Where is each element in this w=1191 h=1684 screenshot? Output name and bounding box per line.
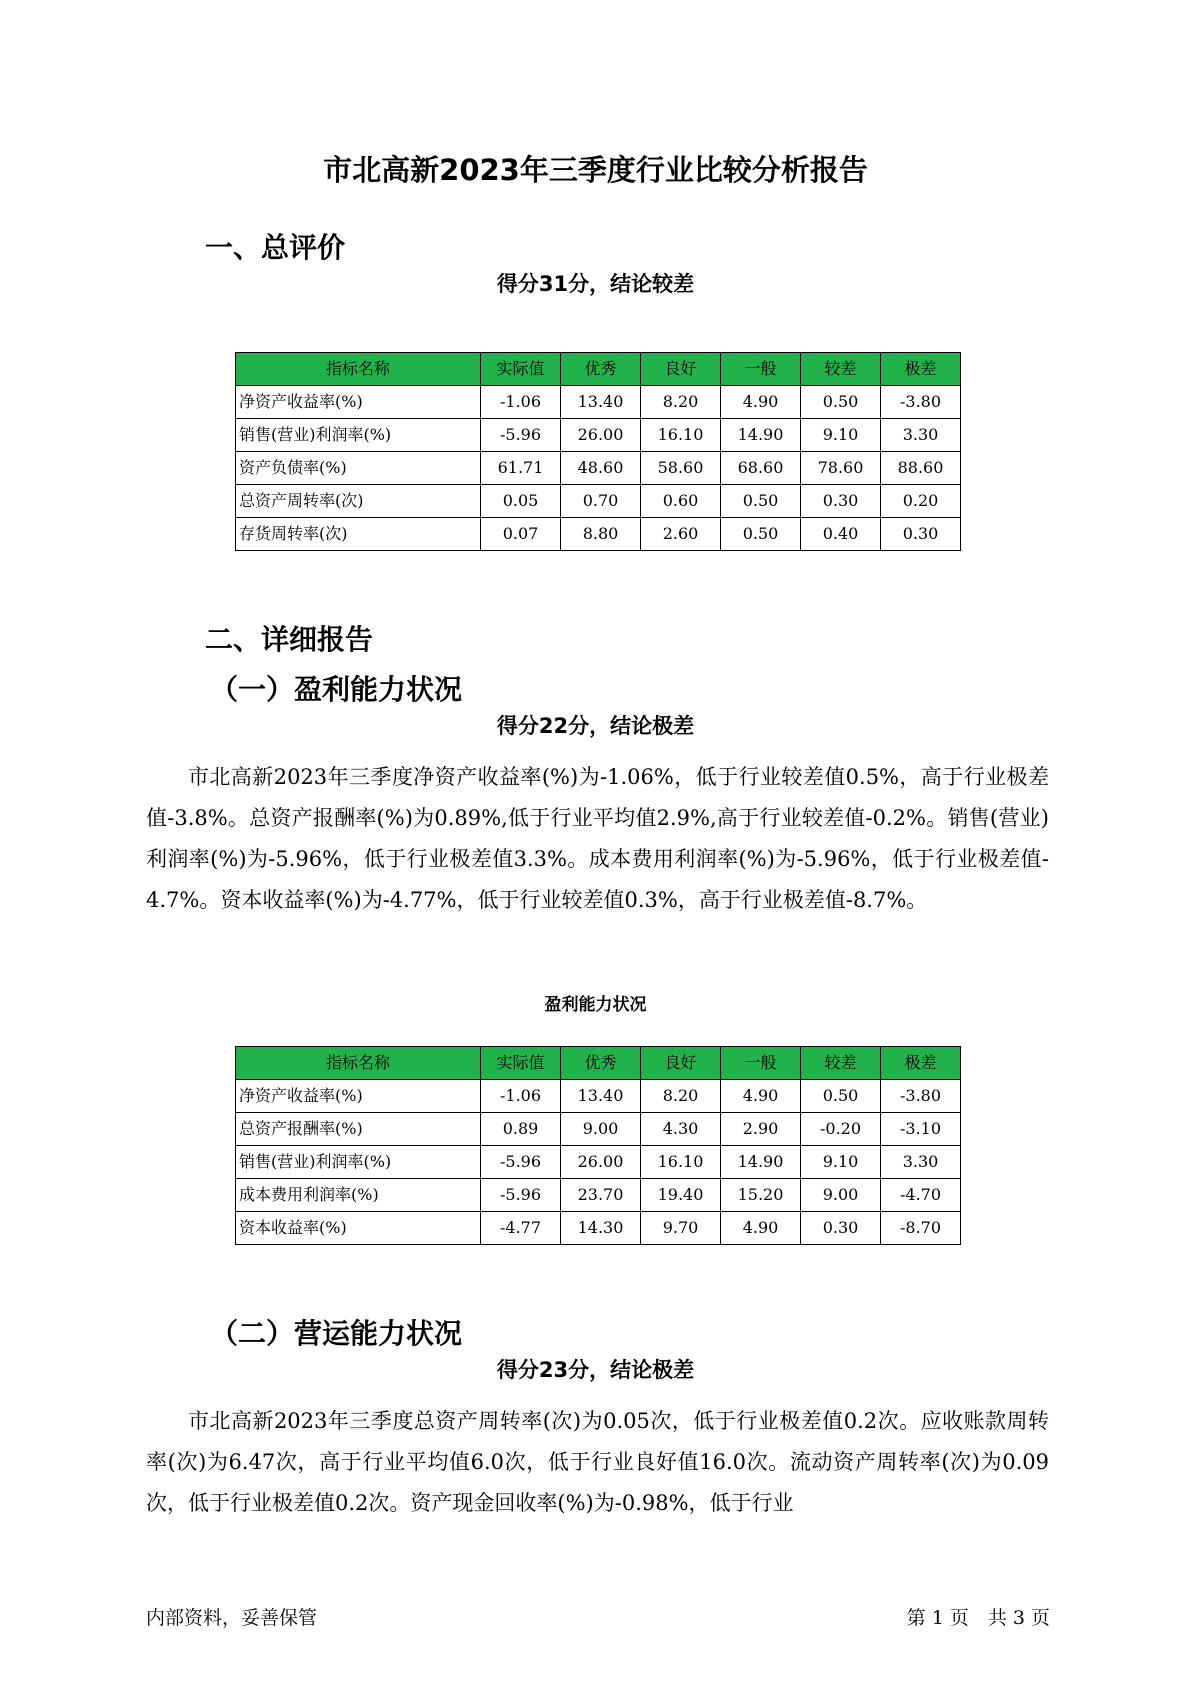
indicator-value-cell: 8.20 xyxy=(641,1080,721,1113)
indicator-value-cell: 16.10 xyxy=(641,419,721,452)
indicator-value-cell: 14.90 xyxy=(721,1146,801,1179)
indicator-value-cell: 9.70 xyxy=(641,1212,721,1245)
indicator-value-cell: 23.70 xyxy=(561,1179,641,1212)
indicator-value-cell: -1.06 xyxy=(481,386,561,419)
table-row xyxy=(236,485,961,518)
operation-score: 得分23分，结论极差 xyxy=(496,1358,695,1382)
indicator-name-cell: 存货周转率(次) xyxy=(236,518,481,551)
table-row xyxy=(236,386,961,419)
indicator-value-cell: 9.10 xyxy=(801,419,881,452)
indicator-value-cell: 0.70 xyxy=(561,485,641,518)
table-header-cell: 优秀 xyxy=(561,1047,641,1080)
indicator-value-cell: 2.60 xyxy=(641,518,721,551)
table-row xyxy=(236,1212,961,1245)
indicator-value-cell: 0.07 xyxy=(481,518,561,551)
indicator-value-cell: 3.30 xyxy=(881,419,961,452)
indicator-value-cell: 4.90 xyxy=(721,386,801,419)
subsection-heading-profitability: （一）盈利能力状况 xyxy=(210,673,463,706)
indicator-value-cell: -1.06 xyxy=(481,1080,561,1113)
indicator-value-cell: 4.30 xyxy=(641,1113,721,1146)
indicator-value-cell: -3.80 xyxy=(881,1080,961,1113)
footer-confidential-note: 内部资料，妥善保管 xyxy=(146,1607,318,1629)
indicator-value-cell: 88.60 xyxy=(881,452,961,485)
indicator-value-cell: 0.05 xyxy=(481,485,561,518)
subsection-heading-operation: （二）营运能力状况 xyxy=(210,1317,463,1350)
overall-score: 得分31分，结论较差 xyxy=(496,272,695,296)
table-header-cell: 一般 xyxy=(721,353,801,386)
table-header-cell: 良好 xyxy=(641,1047,721,1080)
indicator-name-cell: 成本费用利润率(%) xyxy=(236,1179,481,1212)
indicator-name-cell: 销售(营业)利润率(%) xyxy=(236,419,481,452)
table-header-row xyxy=(236,353,961,386)
indicator-name-cell: 销售(营业)利润率(%) xyxy=(236,1146,481,1179)
indicator-value-cell: -5.96 xyxy=(481,1179,561,1212)
footer-page-number: 第 1 页 共 3 页 xyxy=(906,1607,1050,1629)
indicator-value-cell: 2.90 xyxy=(721,1113,801,1146)
indicator-value-cell: 26.00 xyxy=(561,1146,641,1179)
section-heading-detail: 二、详细报告 xyxy=(205,623,374,656)
indicator-value-cell: 9.00 xyxy=(561,1113,641,1146)
indicator-value-cell: -8.70 xyxy=(881,1212,961,1245)
indicator-value-cell: 0.89 xyxy=(481,1113,561,1146)
table-header-cell: 一般 xyxy=(721,1047,801,1080)
indicator-value-cell: 0.30 xyxy=(801,1212,881,1245)
indicator-value-cell: 0.50 xyxy=(721,518,801,551)
table-row xyxy=(236,419,961,452)
indicator-value-cell: 0.30 xyxy=(881,518,961,551)
indicator-value-cell: 26.00 xyxy=(561,419,641,452)
indicator-value-cell: 0.30 xyxy=(801,485,881,518)
indicator-value-cell: -3.80 xyxy=(881,386,961,419)
indicator-value-cell: 9.10 xyxy=(801,1146,881,1179)
indicator-value-cell: 0.50 xyxy=(721,485,801,518)
table-header-cell: 良好 xyxy=(641,353,721,386)
table-row xyxy=(236,1113,961,1146)
indicator-value-cell: 14.90 xyxy=(721,419,801,452)
indicator-name-cell: 净资产收益率(%) xyxy=(236,1080,481,1113)
indicator-value-cell: 14.30 xyxy=(561,1212,641,1245)
table-row xyxy=(236,452,961,485)
indicator-value-cell: 4.90 xyxy=(721,1080,801,1113)
indicator-value-cell: 48.60 xyxy=(561,452,641,485)
profitability-score: 得分22分，结论极差 xyxy=(496,714,695,738)
table-header-cell: 极差 xyxy=(881,353,961,386)
table-header-cell: 指标名称 xyxy=(236,1047,481,1080)
indicator-value-cell: 68.60 xyxy=(721,452,801,485)
table-header-cell: 实际值 xyxy=(481,1047,561,1080)
indicator-name-cell: 净资产收益率(%) xyxy=(236,386,481,419)
indicator-value-cell: -0.20 xyxy=(801,1113,881,1146)
table-header-cell: 极差 xyxy=(881,1047,961,1080)
indicator-value-cell: 19.40 xyxy=(641,1179,721,1212)
table-header-cell: 优秀 xyxy=(561,353,641,386)
operation-paragraph: 市北高新2023年三季度总资产周转率(次)为0.05次，低于行业极差值0.2次。应收账款周转率(次)为6.47次，高于行业平均值6.0次，低于行业良好值16.0次。流动资产周转率(次)为0.09次，低于行业极差值0.2次。资产现金回收率(%)为-0.98%，低于行业 xyxy=(146,1409,1049,1515)
table-row xyxy=(236,1179,961,1212)
indicator-value-cell: 13.40 xyxy=(561,1080,641,1113)
indicator-name-cell: 资本收益率(%) xyxy=(236,1212,481,1245)
indicator-value-cell: 58.60 xyxy=(641,452,721,485)
overall-indicator-table xyxy=(235,352,961,551)
table-header-cell: 实际值 xyxy=(481,353,561,386)
indicator-value-cell: 0.60 xyxy=(641,485,721,518)
indicator-value-cell: -4.70 xyxy=(881,1179,961,1212)
profitability-paragraph: 市北高新2023年三季度净资产收益率(%)为-1.06%，低于行业较差值0.5%，高于行业极差值-3.8%。总资产报酬率(%)为0.89%,低于行业平均值2.9%,高于行业较差值-0.2%。销售(营业)利润率(%)为-5.96%，低于行业极差值3.3%。成本费用利润率(%)为-5.96%，低于行业极差值-4.7%。资本收益率(%)为-4.77%，低于行业较差值0.3%，高于行业极差值-8.7%。 xyxy=(146,765,1049,912)
indicator-value-cell: 13.40 xyxy=(561,386,641,419)
indicator-value-cell: -4.77 xyxy=(481,1212,561,1245)
section-heading-overall: 一、总评价 xyxy=(205,231,346,264)
indicator-value-cell: 0.50 xyxy=(801,1080,881,1113)
table-header-cell: 较差 xyxy=(801,1047,881,1080)
indicator-name-cell: 总资产周转率(次) xyxy=(236,485,481,518)
profitability-indicator-table xyxy=(235,1046,961,1245)
table-row xyxy=(236,1080,961,1113)
table-header-cell: 指标名称 xyxy=(236,353,481,386)
indicator-value-cell: -5.96 xyxy=(481,1146,561,1179)
table-row xyxy=(236,518,961,551)
indicator-value-cell: -3.10 xyxy=(881,1113,961,1146)
indicator-value-cell: 78.60 xyxy=(801,452,881,485)
indicator-name-cell: 资产负债率(%) xyxy=(236,452,481,485)
table-header-row xyxy=(236,1047,961,1080)
indicator-value-cell: 0.20 xyxy=(881,485,961,518)
indicator-name-cell: 总资产报酬率(%) xyxy=(236,1113,481,1146)
indicator-value-cell: 0.40 xyxy=(801,518,881,551)
table-header-cell: 较差 xyxy=(801,353,881,386)
indicator-value-cell: 4.90 xyxy=(721,1212,801,1245)
indicator-value-cell: 61.71 xyxy=(481,452,561,485)
indicator-value-cell: 8.20 xyxy=(641,386,721,419)
indicator-value-cell: 0.50 xyxy=(801,386,881,419)
indicator-value-cell: -5.96 xyxy=(481,419,561,452)
indicator-value-cell: 16.10 xyxy=(641,1146,721,1179)
indicator-value-cell: 3.30 xyxy=(881,1146,961,1179)
indicator-value-cell: 9.00 xyxy=(801,1179,881,1212)
indicator-value-cell: 15.20 xyxy=(721,1179,801,1212)
table-row xyxy=(236,1146,961,1179)
indicator-value-cell: 8.80 xyxy=(561,518,641,551)
profitability-table-caption: 盈利能力状况 xyxy=(544,995,647,1015)
document-title: 市北高新2023年三季度行业比较分析报告 xyxy=(323,153,868,187)
